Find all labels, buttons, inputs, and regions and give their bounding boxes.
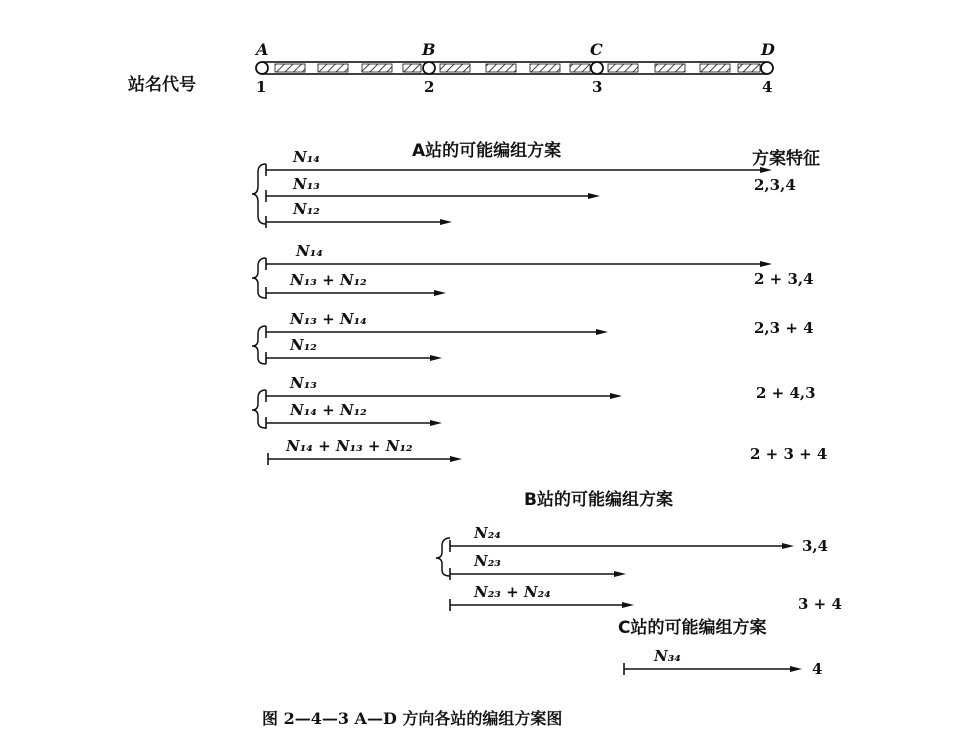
- svg-text:N₂₃: N₂₃: [474, 552, 501, 570]
- track-segment-b-c: [430, 62, 596, 74]
- track-segment-a-b: [262, 62, 428, 74]
- train-line: [266, 336, 442, 364]
- train-line: [266, 401, 442, 429]
- feature-header: 方案特征: [752, 149, 820, 169]
- track-segment-c-d: [598, 62, 766, 74]
- feature-label: 2 + 3 + 4: [750, 445, 828, 463]
- section-a-title: A站的可能编组方案: [412, 141, 562, 161]
- svg-text:N₂₃ + N₂₄: N₂₃ + N₂₄: [474, 583, 551, 601]
- feature-label: 2 + 4,3: [756, 384, 816, 402]
- group-a5: [268, 437, 827, 465]
- train-line: [268, 437, 462, 465]
- svg-text:C: C: [590, 40, 603, 59]
- group-a3: [252, 310, 814, 364]
- group-a2: [252, 242, 814, 299]
- section-b: [436, 489, 842, 613]
- railway-track: [128, 40, 775, 96]
- train-line: [266, 175, 600, 202]
- svg-text:N₁₃ + N₁₄: N₁₃ + N₁₄: [290, 310, 367, 328]
- train-line: [450, 552, 626, 580]
- station-code-label: 站名代号: [128, 75, 196, 95]
- svg-text:N₁₃: N₁₃: [290, 374, 317, 392]
- feature-label: 2,3 + 4: [754, 319, 814, 337]
- svg-text:4: 4: [762, 78, 773, 96]
- svg-text:1: 1: [256, 78, 267, 96]
- figure-caption: 图 2—4—3 A—D 方向各站的编组方案图: [262, 709, 563, 728]
- train-line: [450, 583, 634, 611]
- train-line: [266, 271, 446, 299]
- feature-label: 3,4: [802, 537, 829, 555]
- section-a: [252, 140, 827, 465]
- svg-text:N₁₃: N₁₃: [293, 175, 320, 193]
- station-c: [590, 40, 603, 96]
- train-line: [266, 374, 622, 402]
- station-a: [254, 40, 268, 96]
- svg-text:N₁₄ + N₁₃ + N₁₂: N₁₄ + N₁₃ + N₁₂: [286, 437, 413, 455]
- svg-text:N₁₂: N₁₂: [293, 200, 320, 218]
- feature-label: 3 + 4: [798, 595, 842, 613]
- section-c: [618, 617, 822, 678]
- svg-text:2: 2: [424, 78, 435, 96]
- group-c1: [624, 647, 822, 678]
- station-d: [760, 40, 775, 96]
- station-b: [421, 40, 436, 96]
- section-b-title: B站的可能编组方案: [524, 490, 673, 510]
- feature-label: 2,3,4: [754, 176, 796, 194]
- svg-text:N₃₄: N₃₄: [654, 647, 681, 665]
- train-line: [450, 524, 794, 552]
- svg-text:3: 3: [592, 78, 603, 96]
- svg-text:N₁₄ + N₁₂: N₁₄ + N₁₂: [290, 401, 367, 419]
- svg-text:A: A: [256, 40, 269, 59]
- svg-text:N₂₄: N₂₄: [474, 524, 501, 542]
- svg-text:N₁₄: N₁₄: [296, 242, 323, 260]
- feature-label: 4: [812, 660, 823, 678]
- feature-label: 2 + 3,4: [754, 270, 814, 288]
- train-line: [266, 310, 608, 338]
- group-a4: [252, 374, 816, 429]
- section-c-title: C站的可能编组方案: [618, 618, 767, 638]
- svg-text:B: B: [422, 40, 436, 59]
- svg-text:D: D: [761, 40, 775, 59]
- train-line: [624, 647, 802, 675]
- svg-text:N₁₄: N₁₄: [293, 148, 320, 166]
- train-line: [266, 242, 772, 270]
- group-b2: [450, 583, 842, 613]
- group-b1: [436, 524, 828, 580]
- svg-text:N₁₃ + N₁₂: N₁₃ + N₁₂: [290, 271, 367, 289]
- svg-text:N₁₂: N₁₂: [290, 336, 317, 354]
- train-line: [266, 200, 452, 228]
